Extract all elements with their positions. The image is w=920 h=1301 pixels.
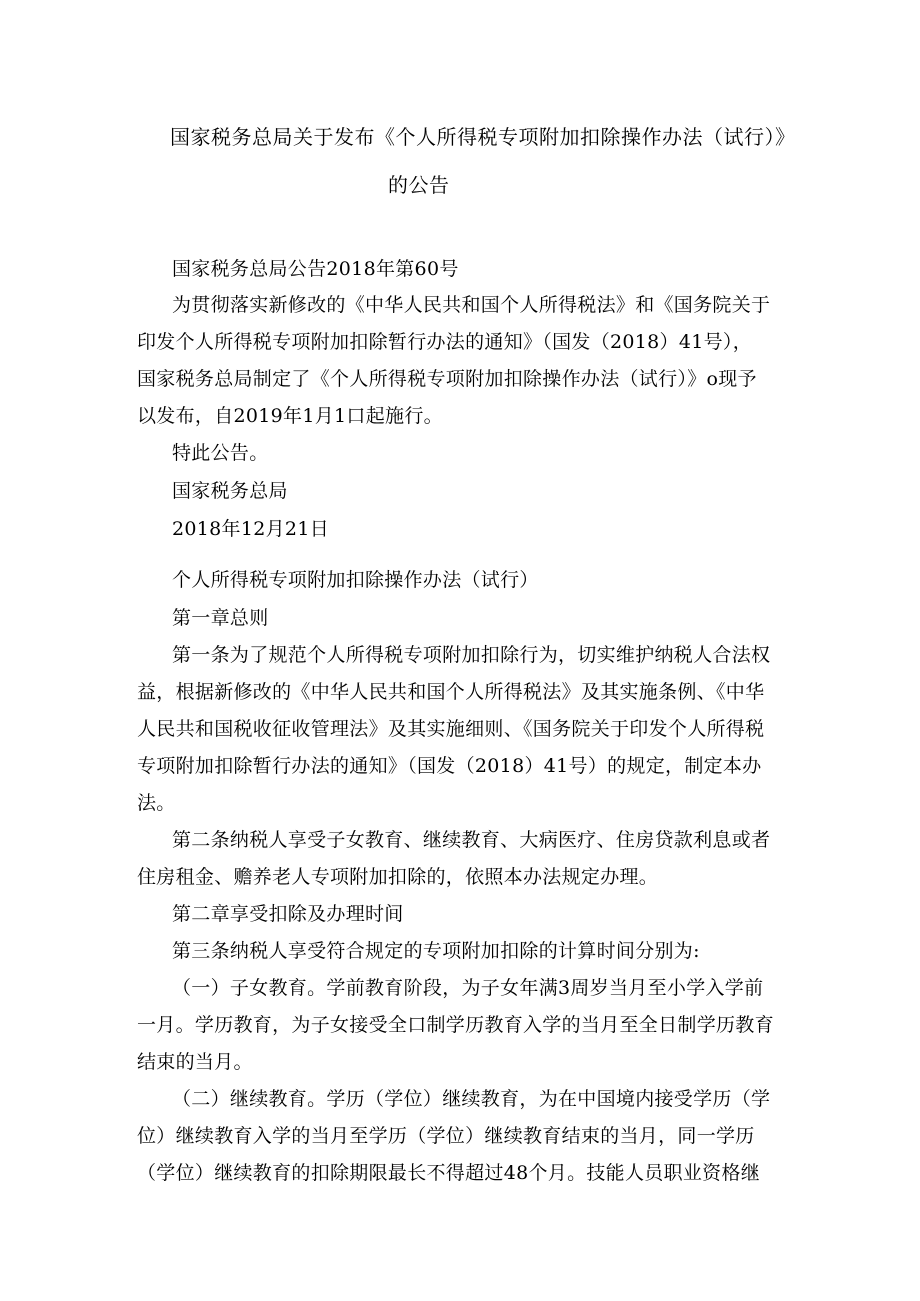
item-1-line-3: 结束的当月。	[137, 1051, 253, 1073]
item-2-line-3: （学位）继续教育的扣除期限最长不得超过48个月。技能人员职业资格继	[137, 1162, 761, 1184]
document-title-line-1: 国家税务总局关于发布《个人所得税专项附加扣除操作办法（试行）》	[170, 125, 796, 149]
item-2-line-2: 位）继续教育入学的当月至学历（学位）继续教育结束的当月，同一学历	[137, 1125, 755, 1147]
intro-line-4: 以发布，自2019年1月1口起施行。	[137, 405, 443, 427]
item-2-line-1: （二）继续教育。学历（学位）继续教育，为在中国境内接受学历（学	[172, 1088, 771, 1110]
measures-title: 个人所得税专项附加扣除操作办法（试行）	[172, 569, 539, 591]
article-1-line-2: 益，根据新修改的《中华人民共和国个人所得税法》及其实施条例、《中华	[137, 681, 765, 703]
article-1-line-4: 专项附加扣除暂行办法的通知》（国发（2018）41号）的规定，制定本办	[137, 755, 762, 777]
article-1-line-3: 人民共和国税收征收管理法》及其实施细则、《国务院关于印发个人所得税	[137, 718, 765, 740]
issue-date: 2018年12月21日	[172, 518, 330, 540]
article-3: 第三条纳税人享受符合规定的专项附加扣除的计算时间分别为:	[172, 940, 700, 962]
issuer: 国家税务总局	[172, 480, 288, 502]
document-title-line-2: 的公告	[388, 173, 450, 197]
article-2-line-1: 第二条纳税人享受子女教育、继续教育、大病医疗、住房贷款利息或者	[172, 829, 771, 851]
item-1-line-1: （一）子女教育。学前教育阶段，为子女年满3周岁当月至小学入学前	[172, 977, 764, 999]
intro-line-2: 印发个人所得税专项附加扣除暂行办法的通知》（国发（2018）41号），	[137, 331, 753, 353]
article-1-line-5: 法。	[137, 792, 176, 814]
item-1-line-2: 一月。学历教育，为子女接受全口制学历教育入学的当月至全日制学历教育	[137, 1014, 774, 1036]
announcement-number: 国家税务总局公告2018年第60号	[172, 258, 459, 280]
intro-line-1: 为贯彻落实新修改的《中华人民共和国个人所得税法》和《国务院关于	[172, 294, 771, 316]
closing-remark: 特此公告。	[172, 442, 269, 464]
article-1-line-1: 第一条为了规范个人所得税专项附加扣除行为，切实维护纳税人合法权	[172, 644, 771, 666]
article-2-line-2: 住房租金、赡养老人专项附加扣除的，依照本办法规定办理。	[137, 866, 659, 888]
chapter-2-heading: 第二章享受扣除及办理时间	[172, 903, 404, 925]
intro-line-3: 国家税务总局制定了《个人所得税专项附加扣除操作办法（试行）》o现予	[137, 368, 757, 390]
chapter-1-heading: 第一章总则	[172, 607, 269, 629]
